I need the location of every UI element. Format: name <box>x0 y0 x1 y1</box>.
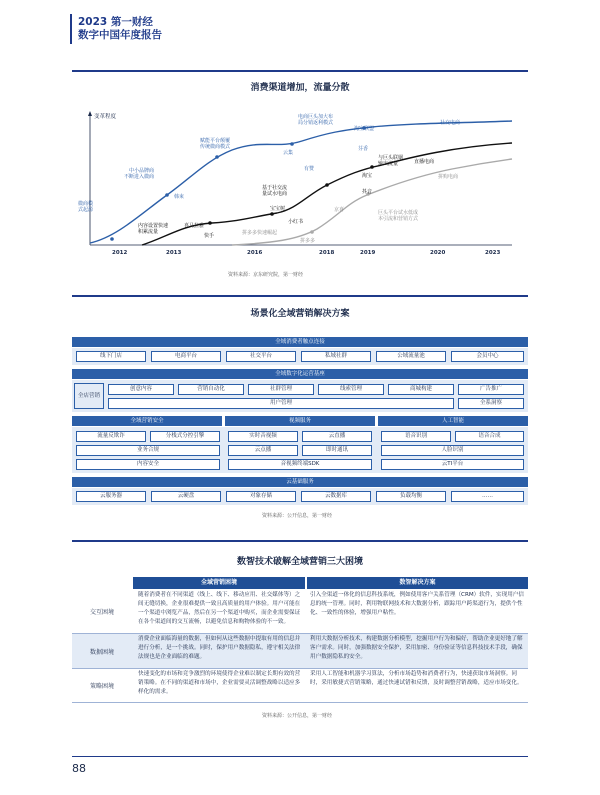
touchpoints-bar: 全域消费者触点连接 <box>72 337 528 347</box>
table-row-label: 策略困境 <box>89 682 114 690</box>
point-black-4 <box>370 165 374 169</box>
anno-live-ecommerce: 直播电商 <box>414 159 435 165</box>
anno-marry-giants-2: 输出流量 <box>378 161 399 167</box>
ops-side-label: 全店营销 <box>74 383 104 409</box>
anno-social-traffic: 基于社交流 <box>262 185 288 191</box>
table-row-problem: 消费企业面临海量的数据，但如何从这些数据中提取有用的信息并进行分析，是一个挑战。同时，保护用户数据隐私，遵守相关法律法规也是企业面临的难题。 <box>138 636 301 660</box>
anno-empower-2: 传统微商模式 <box>200 144 231 150</box>
anno-content-traffic: 内容设置快速 <box>138 223 169 229</box>
anno-babytree: 宝宝树 <box>270 206 286 212</box>
anno-taobao-union: 淘宝联盟 <box>354 126 375 132</box>
ops-mall: 商城构建 <box>388 384 454 395</box>
section1-rule <box>72 70 528 72</box>
video-sdk: 音视频终端SDK <box>228 459 372 470</box>
section2-source: 资料来源：公开信息，第一财经 <box>262 513 333 519</box>
y-axis-label: 变革程度 <box>94 114 117 120</box>
ops-user-mgmt: 用户管理 <box>108 398 454 409</box>
sec-content: 内容安全 <box>76 459 220 470</box>
ai-bar: 人工智能 <box>378 416 528 426</box>
infra-db: 云数据库 <box>301 491 371 502</box>
table-row-problem: 快速变化的市场和竞争激烈的环境使得企业难以制定长期有效的营销策略。在不同的渠道和市场中，企业需要灵活调整战略以适应多样化的需求。 <box>138 671 301 695</box>
anno-taobao: 淘宝 <box>362 173 373 179</box>
anno-group-buying: 拼购电商 <box>438 174 459 180</box>
ops-bar: 全域数字化运营基座 <box>72 369 528 379</box>
sec-compliance: 业务合规 <box>76 445 220 456</box>
anno-douyin: 抖音 <box>362 189 373 195</box>
infra-lb: 负载均衡 <box>376 491 446 502</box>
table-row-solution: 利用大数据分析技术，构建数据分析模型，挖掘用户行为和偏好，帮助企业更好地了解客户需求。同时，加强数据安全保护，采用加密、身份验证等信息科技技术手段，确保用户数据隐私的安全。 <box>310 636 523 660</box>
video-bar: 视频服务 <box>225 416 375 426</box>
anno-yunji: 云集 <box>283 150 294 156</box>
channel-evolution-chart <box>72 105 528 265</box>
infra-cvm: 云服务器 <box>76 491 146 502</box>
table-row-solution: 引入全渠道一体化的信息科技系统，例如使用客户关系管理（CRM）软件，实现用户信息的统一管理。同时，利用物联网技术和大数据分析，跟踪用户跨渠道行为，提供个性化、一致性的体验，增强用户粘性。 <box>310 592 524 616</box>
tp-offline-store: 线下门店 <box>76 351 146 362</box>
anno-weishang-origin: 微商模 <box>78 201 94 207</box>
section2-title: 场景化全域营销解决方案 <box>250 309 350 319</box>
sec-risk-engine: 分栈式分控引擎 <box>150 431 220 442</box>
video-vod: 云点播 <box>228 445 298 456</box>
ops-automation: 营销自动化 <box>178 384 244 395</box>
tp-member: 会员中心 <box>451 351 524 362</box>
section3-source: 资料来源：公开信息，第一财经 <box>262 713 333 719</box>
point-blue-3 <box>215 155 219 159</box>
x-tick-2013: 2013 <box>166 250 182 256</box>
anno-small-brands-2: 不断进入微商 <box>124 174 155 180</box>
anno-weishang-origin-2: 式起源 <box>78 207 94 213</box>
y-axis-arrow <box>88 111 92 116</box>
infra-cos: 对象存储 <box>226 491 296 502</box>
tp-private: 私域社群 <box>301 351 371 362</box>
x-tick-2023: 2023 <box>485 250 501 256</box>
ops-leads: 线索管理 <box>318 384 384 395</box>
anno-fenxiang: 芬香 <box>358 146 369 152</box>
section2-rule <box>72 295 528 297</box>
point-gray-1 <box>310 230 314 234</box>
anno-social-traffic-2: 量试水电商 <box>262 191 288 197</box>
sec-anti-fraud: 流量反欺诈 <box>76 431 146 442</box>
video-live: 云直播 <box>302 431 372 442</box>
tp-social: 社交平台 <box>226 351 296 362</box>
anno-low-cost-2: 本引流和营销方式 <box>378 216 419 222</box>
x-tick-2018: 2018 <box>319 250 335 256</box>
page-header <box>78 16 162 42</box>
table-row-label: 交互困境 <box>89 608 114 616</box>
video-rtc: 实时音视频 <box>228 431 298 442</box>
x-tick-2019: 2019 <box>360 250 376 256</box>
point-blue-4 <box>290 142 294 146</box>
tp-public: 公域流量池 <box>376 351 446 362</box>
ai-asr: 语音识别 <box>381 431 451 442</box>
anno-small-brands: 中小品牌商 <box>129 168 155 174</box>
page-number: 88 <box>72 762 86 775</box>
table-col-problem: 全域营销困境 <box>133 577 305 589</box>
table-row-solution: 采用人工智能和机器学习算法，分析市场趋势和消费者行为，快速获取市场洞察。同时，采用敏捷式营销策略，通过快速试错和反馈，及时调整营销战略，适应市场变化。 <box>310 671 523 686</box>
anno-social-ecommerce: 社交电商 <box>440 120 461 126</box>
x-tick-2012: 2012 <box>112 250 128 256</box>
anno-ximalaya: 喜马拉雅 <box>184 223 205 229</box>
point-black-2 <box>270 212 274 216</box>
anno-xiaohongshu: 小红书 <box>288 219 304 225</box>
point-blue-1 <box>110 237 114 241</box>
anno-kuaishou: 快手 <box>204 233 215 239</box>
header-accent-bar <box>70 14 72 44</box>
header-title: 2023 第一财经 <box>78 16 153 28</box>
section3-rule <box>72 540 528 542</box>
anno-marry-giants: 与巨头联姻 <box>378 155 404 161</box>
point-black-3 <box>325 183 329 187</box>
anno-giants-distribution: 电商巨头加大布 <box>298 114 334 120</box>
header-subtitle: 数字中国年度报告 <box>78 29 162 41</box>
anno-hanshu: 韩束 <box>174 194 185 200</box>
ops-ads: 广告推广 <box>458 384 524 395</box>
x-tick-2020: 2020 <box>430 250 446 256</box>
anno-low-cost: 巨头平台试水低成 <box>378 210 419 216</box>
security-bar: 全域营销安全 <box>72 416 222 426</box>
table-row-label: 数据困境 <box>89 648 114 656</box>
section1-source: 资料来源：京东研究院，第一财经 <box>228 272 304 278</box>
anno-jingxi: 京喜 <box>334 207 345 213</box>
anno-content-traffic-2: 积累流量 <box>138 229 159 235</box>
section1-title: 消费渠道增加，流量分散 <box>250 83 350 93</box>
anno-youzan: 有赞 <box>304 166 315 172</box>
infra-bar: 云基础服务 <box>72 477 528 487</box>
anno-pdd: 拼多多 <box>300 238 316 244</box>
ops-community: 社群管理 <box>248 384 314 395</box>
point-black-1 <box>208 221 212 225</box>
tp-ecommerce: 电商平台 <box>151 351 221 362</box>
infra-disk: 云硬盘 <box>151 491 221 502</box>
anno-empower: 赋能平台颠覆 <box>200 138 231 144</box>
ai-face: 人脸识别 <box>381 445 524 456</box>
ops-creative: 创意内容 <box>108 384 174 395</box>
anno-giants-distribution-2: 局分销返利模式 <box>298 120 334 126</box>
section3-title: 数智技术破解全域营销三大困境 <box>236 557 363 567</box>
series-content-ecommerce <box>142 143 512 245</box>
table-col-solution: 数智解决方案 <box>307 577 528 589</box>
footer-rule <box>72 756 528 757</box>
video-im: 即时通讯 <box>302 445 372 456</box>
table-divider <box>72 668 528 669</box>
table-divider <box>72 702 528 703</box>
ops-insight: 全系洞察 <box>458 398 524 409</box>
ai-ti-platform: 云TI平台 <box>381 459 524 470</box>
x-tick-2016: 2016 <box>247 250 263 256</box>
infra-more: …… <box>451 491 524 502</box>
anno-pdd-rise: 拼多多快速崛起 <box>242 230 278 236</box>
table-row-problem: 随着消费者在不同渠道（线上、线下、移动应用、社交媒体等）之间无缝切换，企业很难提供一致且高质量的用户体验。用户可能在一个渠道中浏览产品，然后在另一个渠道中购买，而企业需要保证在各个渠道间的交互流畅，以避免信息和购物体验的不一致。 <box>138 592 301 625</box>
ai-tts: 语音合成 <box>455 431 524 442</box>
point-blue-2 <box>165 193 169 197</box>
